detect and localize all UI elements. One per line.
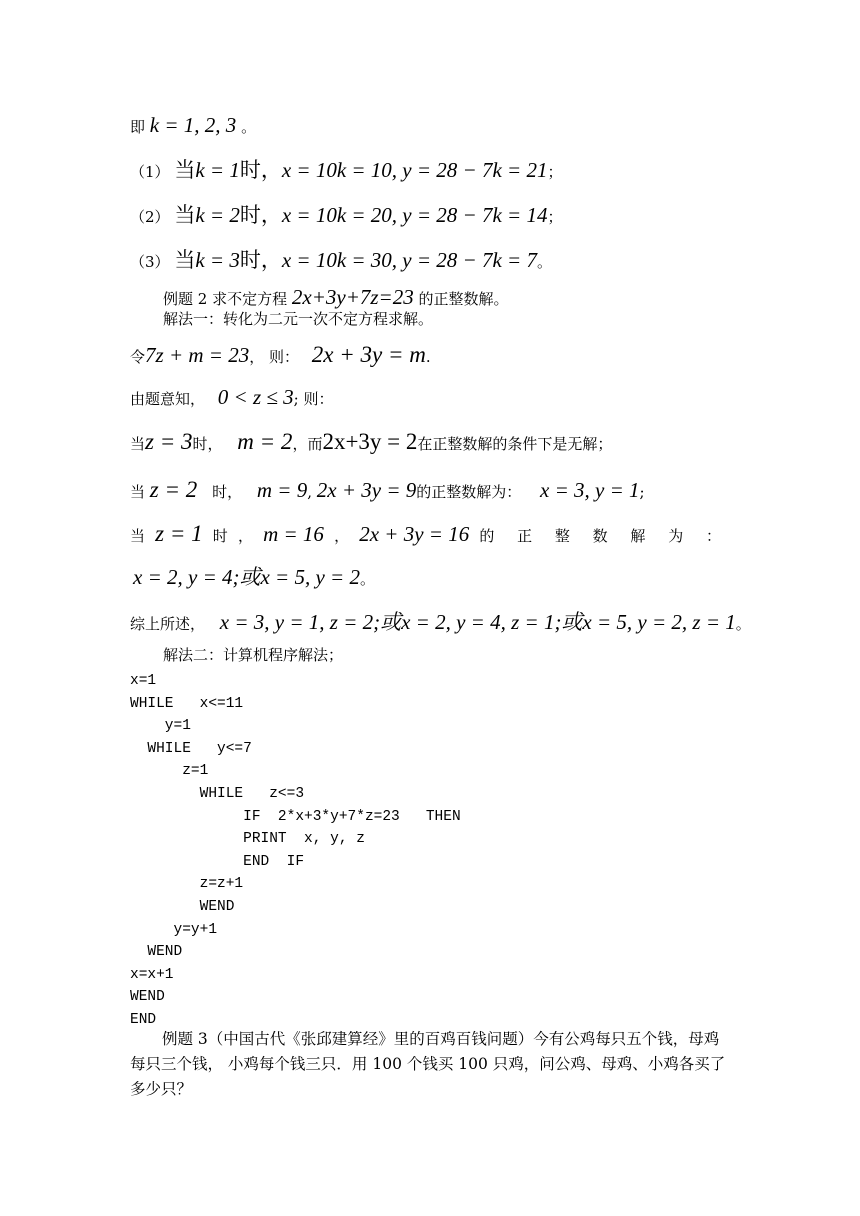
m-value: m = 16 [263,522,324,546]
text: 当 [130,527,146,545]
text: 。 [536,253,552,271]
example-3-text: 例题 3（中国古代《张邱建算经》里的百鸡百钱问题）今有公鸡每只五个钱，母鸡每只三个钱， 小鸡每个钱三只．用 100 个钱买 100 只鸡，问公鸡、母鸡、小鸡各买了多少只？ [130,1030,726,1098]
case-k2 [130,205,562,226]
text: 当 [130,483,146,501]
k-values-line [130,115,256,136]
text: 。 [241,118,257,136]
text: 。 [359,570,375,588]
m-value: m = 2 [237,429,293,454]
method-2-heading: 解法二：计算机程序解法； [163,646,344,664]
text: 综上所述， [130,615,206,633]
code-line: WHILE x<=11 [130,695,244,712]
case-z3 [130,430,612,453]
code-line: WHILE y<=7 [130,740,252,757]
shi: 时， [239,158,282,182]
text: ， [237,527,253,545]
solution: x = 2, y = 4;或x = 5, y = 2 [133,565,360,589]
text: 时 [212,527,228,545]
code-line: y=1 [130,718,191,735]
text: ， 则： [249,348,299,366]
case-k3 [130,250,552,271]
code-line: WEND [130,898,235,915]
case-number: （1） [130,163,170,181]
text: , [307,483,312,501]
equation: 7z + m = 23 [145,343,250,367]
z1-solutions [133,567,375,588]
text: 在正整数解的条件下是无解； [417,435,613,453]
text: 当 [130,435,146,453]
text: ， [334,527,350,545]
text: 的正整数解为： [416,483,522,501]
code-line: WEND [130,944,183,961]
text: 令 [130,348,146,366]
case-z1 [130,522,730,545]
code-line: IF 2*x+3*y+7*z=23 THEN [130,808,461,825]
equation: x = 10k = 10, y = 28 − 7k = 21 [281,158,548,182]
method-1-heading: 解法一：转化为二元一次不定方程求解。 [163,310,434,328]
solution: x = 3, y = 1, z = 2;或x = 2, y = 4, z = 1;或x = 5, y = 2, z = 1 [219,610,736,634]
code-line: x=x+1 [130,966,174,983]
code-line: x=1 [130,673,157,689]
equation: 2x + 3y = m [311,342,426,367]
condition: k = 1 [195,158,240,182]
code-line: WHILE z<=3 [130,785,305,802]
math: k = 1, 2, 3 [149,113,237,137]
text: 的 正 整 数 解 为 ： [479,527,730,545]
equation: x = 10k = 30, y = 28 − 7k = 7 [281,248,537,272]
equation: 2x + 3y = 16 [359,522,470,546]
code-line: END [130,1011,157,1028]
inequality: 0 < z ≤ 3 [217,385,294,409]
condition: z = 1 [155,521,203,546]
summary-line [130,612,751,633]
text: 即 [130,118,146,136]
equation: 2x+3y+7z=23 [291,285,414,309]
range-line [130,387,334,408]
text: . [425,348,431,366]
code-line: z=z+1 [130,876,244,893]
text: 例题 2 求不定方程 [163,290,288,308]
program-code [130,670,461,1032]
text: 时， [192,435,223,453]
case-k1 [130,160,562,181]
code-line: PRINT x, y, z [130,831,365,848]
text: ； [547,208,563,226]
code-line: y=y+1 [130,921,218,938]
text: ； [547,163,563,181]
example-2-heading [163,287,509,308]
code-line: z=1 [130,763,209,780]
dang: 当 [174,203,196,227]
solution: x = 3, y = 1 [540,478,640,502]
equation: 2x+3y = 2 [322,429,418,454]
text: 。 [735,615,751,633]
text: 时， [212,483,243,501]
code-line: END IF [130,853,305,870]
equation: x = 10k = 20, y = 28 − 7k = 14 [281,203,548,227]
text: ，而 [292,435,323,453]
condition: k = 2 [195,203,240,227]
text: 的正整数解。 [418,290,509,308]
code-line: WEND [130,989,165,1006]
condition: z = 2 [149,477,198,502]
shi: 时， [239,203,282,227]
shi: 时， [239,248,282,272]
text: ; [639,483,645,501]
text: 由题意知， [130,390,206,408]
substitution-line [130,343,431,366]
dang: 当 [174,158,196,182]
m-value: m = 9 [256,478,308,502]
equation: 2x + 3y = 9 [316,478,417,502]
case-z2 [130,478,645,501]
dang: 当 [174,248,196,272]
case-number: （3） [130,253,170,271]
text: ; 则： [293,390,334,408]
condition: z = 3 [145,429,193,454]
condition: k = 3 [195,248,240,272]
case-number: （2） [130,208,170,226]
